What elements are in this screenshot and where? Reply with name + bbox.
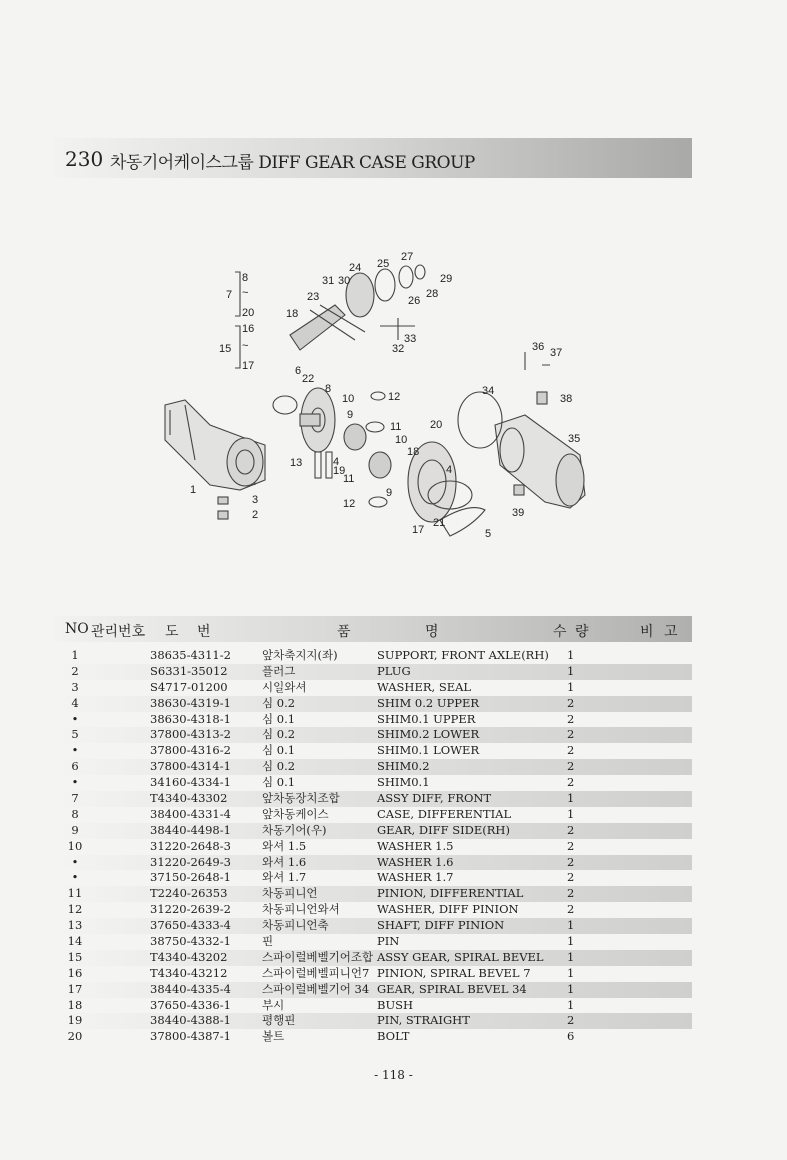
header-remark: 비 고 [640, 624, 678, 640]
row-part-number: 38400-4331-4 [150, 806, 231, 821]
callout-28: 28 [426, 288, 439, 300]
row-korean-name: 플러그 [262, 663, 296, 678]
callout-10b: 10 [395, 434, 408, 446]
callout-15: 15 [219, 343, 232, 355]
callout-7: 7 [226, 289, 233, 301]
callout-19: 19 [333, 465, 346, 477]
callout-3: 3 [252, 494, 259, 506]
parts-table-header [55, 616, 692, 642]
callout-tilde-b: ~ [242, 340, 249, 352]
callout-2: 2 [252, 509, 259, 521]
header-name: 명 [425, 624, 439, 640]
row-no: 8 [71, 806, 79, 821]
row-quantity: 2 [567, 854, 575, 869]
row-english-name: WASHER 1.7 [377, 870, 454, 885]
section-number: 230 [65, 147, 104, 171]
callout-20: 20 [242, 307, 255, 319]
table-row [55, 1029, 692, 1045]
row-part-number: 38630-4319-1 [150, 695, 231, 710]
row-quantity: 1 [567, 981, 575, 996]
row-no: 1 [71, 648, 79, 662]
table-row [55, 918, 692, 934]
row-no: 12 [67, 902, 83, 917]
row-korean-name: 차동기어(우) [262, 822, 327, 837]
table-row [55, 791, 692, 807]
table-row [55, 648, 692, 664]
row-korean-name: 심 0.2 [262, 695, 296, 710]
table-row [55, 855, 692, 871]
row-quantity: 2 [567, 822, 575, 837]
row-korean-name: 와셔 1.6 [262, 854, 307, 869]
row-english-name: PINION, DIFFERENTIAL [377, 886, 524, 901]
row-no: 10 [67, 838, 83, 853]
row-part-number: S4717-01200 [150, 679, 228, 694]
row-part-number: 37800-4316-2 [150, 743, 231, 758]
row-english-name: BOLT [377, 1029, 410, 1044]
row-korean-name: 심 0.1 [262, 743, 296, 758]
callout-8: 8 [242, 272, 249, 284]
row-english-name: SUPPORT, FRONT AXLE(RH) [377, 648, 549, 662]
row-quantity: 2 [567, 695, 575, 710]
row-korean-name: 앞차동장치조합 [262, 791, 340, 806]
table-row [55, 823, 692, 839]
row-korean-name: 와셔 1.7 [262, 870, 307, 885]
parts-table [55, 648, 692, 1045]
row-no: • [71, 854, 79, 869]
table-row [55, 886, 692, 902]
row-english-name: SHAFT, DIFF PINION [377, 918, 505, 933]
row-no: 17 [67, 981, 83, 996]
row-quantity: 1 [567, 934, 575, 949]
callout-20b: 20 [430, 419, 443, 431]
callout-12b: 12 [343, 498, 356, 510]
row-quantity: 1 [567, 663, 575, 678]
row-korean-name: 평행핀 [262, 1013, 296, 1028]
row-no: 11 [67, 886, 83, 901]
row-part-number: 38635-4311-2 [150, 648, 231, 662]
table-row [55, 934, 692, 950]
row-english-name: PINION, SPIRAL BEVEL 7 [377, 965, 531, 980]
row-no: 2 [71, 663, 79, 678]
row-no: 18 [67, 997, 83, 1012]
callout-18b: 18 [407, 446, 420, 458]
callout-30: 30 [338, 275, 351, 287]
row-english-name: CASE, DIFFERENTIAL [377, 806, 512, 821]
row-quantity: 2 [567, 870, 575, 885]
header-mgmt-no: 관리번호 [91, 624, 146, 640]
row-korean-name: 와셔 1.5 [262, 838, 307, 853]
row-english-name: GEAR, SPIRAL BEVEL 34 [377, 981, 527, 996]
callout-31: 31 [322, 275, 335, 287]
row-quantity: 2 [567, 711, 575, 726]
callout-24: 24 [349, 262, 362, 274]
row-no: 5 [71, 727, 79, 742]
row-english-name: SHIM0.1 [377, 775, 430, 790]
callout-39: 39 [512, 507, 525, 519]
row-part-number: T4340-43212 [150, 965, 228, 980]
callout-16: 16 [242, 323, 255, 335]
callout-11a: 11 [390, 421, 402, 433]
row-part-number: 37650-4336-1 [150, 997, 231, 1012]
row-no: 9 [71, 822, 79, 837]
header-drawing-no: 도 번 [165, 624, 211, 640]
callout-38: 38 [560, 393, 573, 405]
row-quantity: 1 [567, 648, 575, 662]
row-quantity: 1 [567, 918, 575, 933]
callout-36: 36 [532, 341, 545, 353]
row-quantity: 2 [567, 1013, 575, 1028]
table-row [55, 743, 692, 759]
row-no: • [71, 870, 79, 885]
row-no: 16 [67, 965, 83, 980]
exploded-parts-diagram [150, 240, 610, 560]
row-korean-name: 부시 [262, 997, 285, 1012]
row-english-name: SHIM0.2 [377, 759, 430, 774]
row-korean-name: 앞차동케이스 [262, 806, 329, 821]
table-row [55, 775, 692, 791]
header-qty: 수 량 [553, 624, 589, 640]
row-part-number: T4340-43202 [150, 949, 228, 964]
row-english-name: PLUG [377, 663, 411, 678]
table-row [55, 982, 692, 998]
row-quantity: 2 [567, 838, 575, 853]
row-korean-name: 차동피니언와셔 [262, 902, 340, 917]
table-row [55, 870, 692, 886]
row-english-name: ASSY GEAR, SPIRAL BEVEL [377, 949, 544, 964]
row-no: 19 [67, 1013, 83, 1028]
row-no: 14 [67, 934, 83, 949]
callout-4: 4 [446, 464, 453, 476]
row-korean-name: 심 0.2 [262, 759, 296, 774]
row-korean-name: 스파이럴베벨기어조합 [262, 949, 374, 964]
row-quantity: 1 [567, 997, 575, 1012]
table-row [55, 902, 692, 918]
row-part-number: 37800-4314-1 [150, 759, 231, 774]
row-part-number: 37800-4313-2 [150, 727, 231, 742]
row-part-number: 38630-4318-1 [150, 711, 231, 726]
row-part-number: 34160-4334-1 [150, 775, 231, 790]
row-part-number: 37800-4387-1 [150, 1029, 231, 1044]
table-row [55, 839, 692, 855]
row-part-number: 37150-2648-1 [150, 870, 231, 885]
row-korean-name: 앞차축지지(좌) [262, 648, 338, 662]
callout-27: 27 [401, 251, 414, 263]
table-row [55, 950, 692, 966]
row-english-name: WASHER, SEAL [377, 679, 472, 694]
table-row [55, 759, 692, 775]
callout-13: 13 [290, 457, 303, 469]
row-no: 3 [71, 679, 79, 694]
row-korean-name: 심 0.1 [262, 775, 296, 790]
row-part-number: T4340-43302 [150, 791, 228, 806]
row-no: • [71, 775, 79, 790]
row-quantity: 2 [567, 902, 575, 917]
row-korean-name: 핀 [262, 934, 274, 949]
callout-9b: 9 [386, 487, 393, 499]
callout-6: 6 [295, 365, 302, 377]
row-quantity: 2 [567, 727, 575, 742]
row-korean-name: 시일와셔 [262, 679, 307, 694]
callout-5: 5 [485, 528, 492, 540]
row-korean-name: 스파이럴베벨기어 34 [262, 981, 370, 996]
callout-23: 23 [307, 291, 320, 303]
row-part-number: 31220-2639-2 [150, 902, 231, 917]
row-quantity: 1 [567, 949, 575, 964]
row-korean-name: 심 0.1 [262, 711, 296, 726]
row-no: 4 [71, 695, 79, 710]
table-row [55, 1013, 692, 1029]
row-quantity: 6 [567, 1029, 575, 1044]
callout-10a: 10 [342, 393, 355, 405]
callout-34: 34 [482, 385, 495, 397]
table-row [55, 966, 692, 982]
callout-25: 25 [377, 258, 390, 270]
row-part-number: 38440-4335-4 [150, 981, 231, 996]
callout-11b: 11 [343, 473, 355, 485]
row-english-name: PIN [377, 934, 400, 949]
row-quantity: 1 [567, 965, 575, 980]
callout-tilde-a: ~ [242, 287, 249, 299]
row-part-number: 31220-2648-3 [150, 838, 231, 853]
row-english-name: ASSY DIFF, FRONT [377, 791, 492, 806]
row-english-name: GEAR, DIFF SIDE(RH) [377, 822, 510, 837]
row-english-name: WASHER 1.5 [377, 838, 454, 853]
callout-26: 26 [408, 295, 421, 307]
row-part-number: S6331-35012 [150, 663, 228, 678]
callout-1: 1 [190, 484, 197, 496]
row-no: 13 [67, 918, 83, 933]
row-korean-name: 차동피니언 [262, 886, 318, 901]
row-korean-name: 볼트 [262, 1029, 285, 1044]
section-header [55, 138, 692, 178]
callout-21: 21 [433, 517, 446, 529]
callout-32: 32 [392, 343, 405, 355]
row-english-name: PIN, STRAIGHT [377, 1013, 470, 1028]
table-row [55, 998, 692, 1014]
table-row [55, 727, 692, 743]
callout-17b: 17 [412, 524, 425, 536]
row-quantity: 1 [567, 679, 575, 694]
row-korean-name: 심 0.2 [262, 727, 296, 742]
callout-17a: 17 [242, 360, 255, 372]
row-part-number: T2240-26353 [150, 886, 228, 901]
header-no: NO [65, 621, 89, 637]
row-part-number: 37650-4333-4 [150, 918, 231, 933]
callout-29: 29 [440, 273, 453, 285]
table-row [55, 807, 692, 823]
callout-14: 4 [333, 456, 340, 468]
table-row [55, 680, 692, 696]
row-no: • [71, 711, 79, 726]
row-quantity: 2 [567, 886, 575, 901]
row-no: 6 [71, 759, 79, 774]
row-quantity: 2 [567, 775, 575, 790]
row-part-number: 38750-4332-1 [150, 934, 231, 949]
row-part-number: 38440-4388-1 [150, 1013, 231, 1028]
callout-9a: 9 [347, 409, 354, 421]
row-english-name: WASHER, DIFF PINION [377, 902, 519, 917]
table-row [55, 664, 692, 680]
row-korean-name: 스파이럴베벨피니언7 [262, 965, 370, 980]
row-quantity: 1 [567, 791, 575, 806]
row-part-number: 31220-2649-3 [150, 854, 231, 869]
row-no: 15 [67, 949, 83, 964]
table-row [55, 696, 692, 712]
table-row [55, 712, 692, 728]
row-english-name: WASHER 1.6 [377, 854, 454, 869]
callout-8b: 8 [325, 383, 332, 395]
section-title: 차동기어케이스그룹 DIFF GEAR CASE GROUP [110, 153, 475, 173]
row-quantity: 2 [567, 759, 575, 774]
row-no: 7 [71, 791, 79, 806]
callout-18a: 18 [286, 308, 299, 320]
callout-22: 22 [302, 373, 315, 385]
row-english-name: SHIM 0.2 UPPER [377, 695, 480, 710]
row-no: • [71, 743, 79, 758]
header-item: 품 [337, 624, 351, 640]
callout-37: 37 [550, 347, 563, 359]
row-korean-name: 차동피니언축 [262, 918, 329, 933]
callout-35: 35 [568, 433, 581, 445]
row-english-name: SHIM0.2 LOWER [377, 727, 480, 742]
row-no: 20 [67, 1029, 83, 1044]
callout-12a: 12 [388, 391, 401, 403]
row-english-name: SHIM0.1 LOWER [377, 743, 480, 758]
row-english-name: SHIM0.1 UPPER [377, 711, 476, 726]
page-number: - 118 - [374, 1068, 413, 1082]
row-quantity: 2 [567, 743, 575, 758]
row-english-name: BUSH [377, 997, 414, 1012]
row-part-number: 38440-4498-1 [150, 822, 231, 837]
callout-33: 33 [404, 333, 417, 345]
row-quantity: 1 [567, 806, 575, 821]
